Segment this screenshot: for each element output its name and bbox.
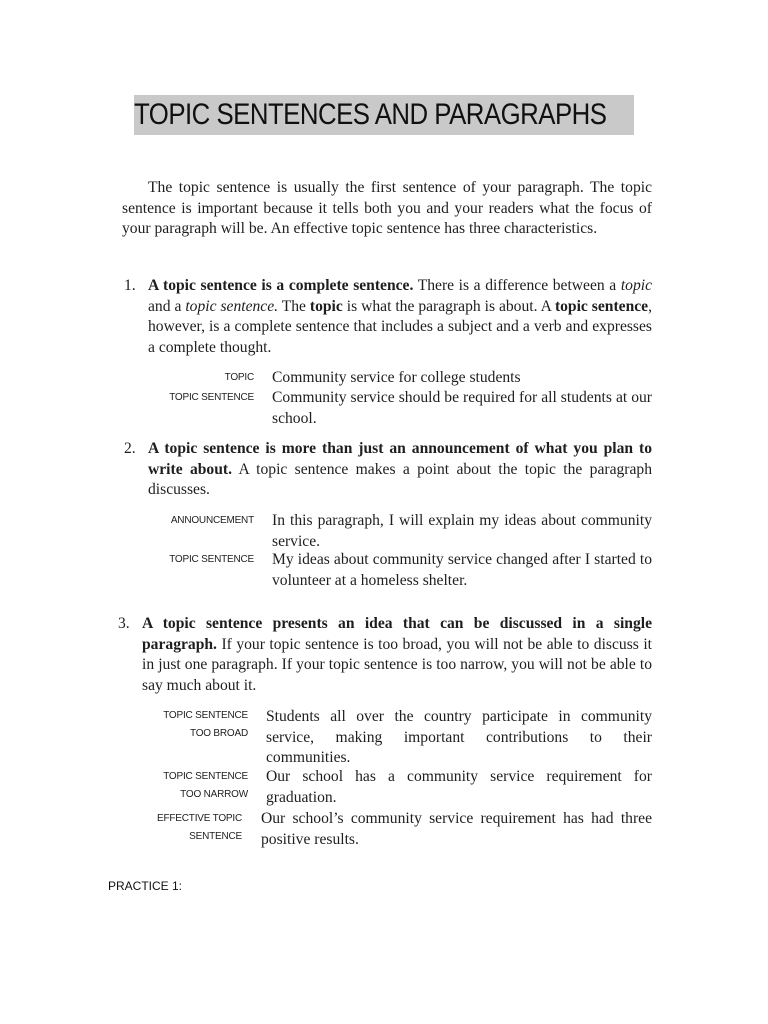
bold-term: topic — [309, 297, 343, 315]
example-label-line: TOO BROAD — [189, 728, 248, 739]
example-label-line: EFFECTIVE TOPIC — [157, 813, 242, 824]
list-item-2 — [124, 439, 652, 501]
example-text: In this paragraph, I will explain my ideas about community service. — [272, 512, 652, 550]
list-item-number: 3. — [118, 615, 130, 632]
list-item-number: 1. — [124, 277, 136, 294]
practice-heading: PRACTICE 1: — [108, 879, 183, 893]
example-text: My ideas about community service changed after I started to volunteer at a homeless shelter. — [272, 551, 652, 589]
example-text: Community service for college students — [272, 369, 521, 386]
list-item-heading: A topic sentence presents an idea that can be discussed in a single paragraph. — [142, 615, 652, 653]
example-label — [140, 768, 248, 804]
body-text: The — [278, 297, 310, 315]
body-text: If your topic sentence is too broad, you will not be able to discuss it in just one paragraph. If your topic sentence is too narrow, you will not be able to say much about it. — [142, 635, 652, 694]
example-label-line: TOPIC SENTENCE — [163, 710, 248, 721]
example-label-line: TOPIC SENTENCE — [163, 771, 248, 782]
list-item-number: 2. — [124, 440, 136, 457]
body-text: A topic sentence makes a point about the topic the paragraph discusses. — [148, 460, 652, 499]
example-label-line: SENTENCE — [189, 831, 242, 842]
body-text: There is a difference between a — [413, 277, 621, 294]
example-text: Students all over the country participate in community service, making important contributions to their communities. — [266, 708, 652, 767]
example-text: Community service should be required for all students at our school. — [272, 389, 652, 427]
emphasis-text: topic — [620, 277, 653, 294]
body-text: and a — [148, 297, 186, 315]
list-item-body — [148, 276, 652, 358]
bold-term: topic sentence — [554, 297, 649, 315]
example-label-line: TOO NARROW — [180, 789, 248, 800]
body-text: , however, is a complete sentence that includes a subject and a verb and expresses a complete thought. — [148, 297, 652, 356]
intro-paragraph: The topic sentence is usually the first sentence of your paragraph. The topic sentence is important because it tells both you and your readers what the focus of your paragraph will be. An effective topic sentence has three characteristics. — [122, 179, 652, 238]
example-label — [140, 707, 248, 743]
list-item-body — [142, 614, 652, 696]
example-label: TOPIC — [224, 372, 254, 383]
emphasis-text: topic sentence. — [185, 297, 279, 315]
list-item-body — [148, 439, 652, 501]
example-text: Our school has a community service requirement for graduation. — [266, 768, 652, 806]
example-label: TOPIC SENTENCE — [169, 392, 254, 403]
example-label — [136, 810, 242, 846]
list-item-3 — [118, 614, 652, 696]
list-item-heading: A topic sentence is a complete sentence. — [148, 277, 414, 294]
list-item-heading: A topic sentence is more than just an announcement of what you plan to write about. — [148, 440, 652, 478]
example-label: ANNOUNCEMENT — [170, 515, 254, 526]
body-text: is what the paragraph is about. A — [342, 297, 555, 315]
list-item-1 — [124, 276, 652, 358]
example-text: Our school’s community service requirement has had three positive results. — [261, 810, 652, 848]
page-title: TOPIC SENTENCES AND PARAGRAPHS — [134, 98, 607, 131]
example-label: TOPIC SENTENCE — [169, 554, 254, 565]
